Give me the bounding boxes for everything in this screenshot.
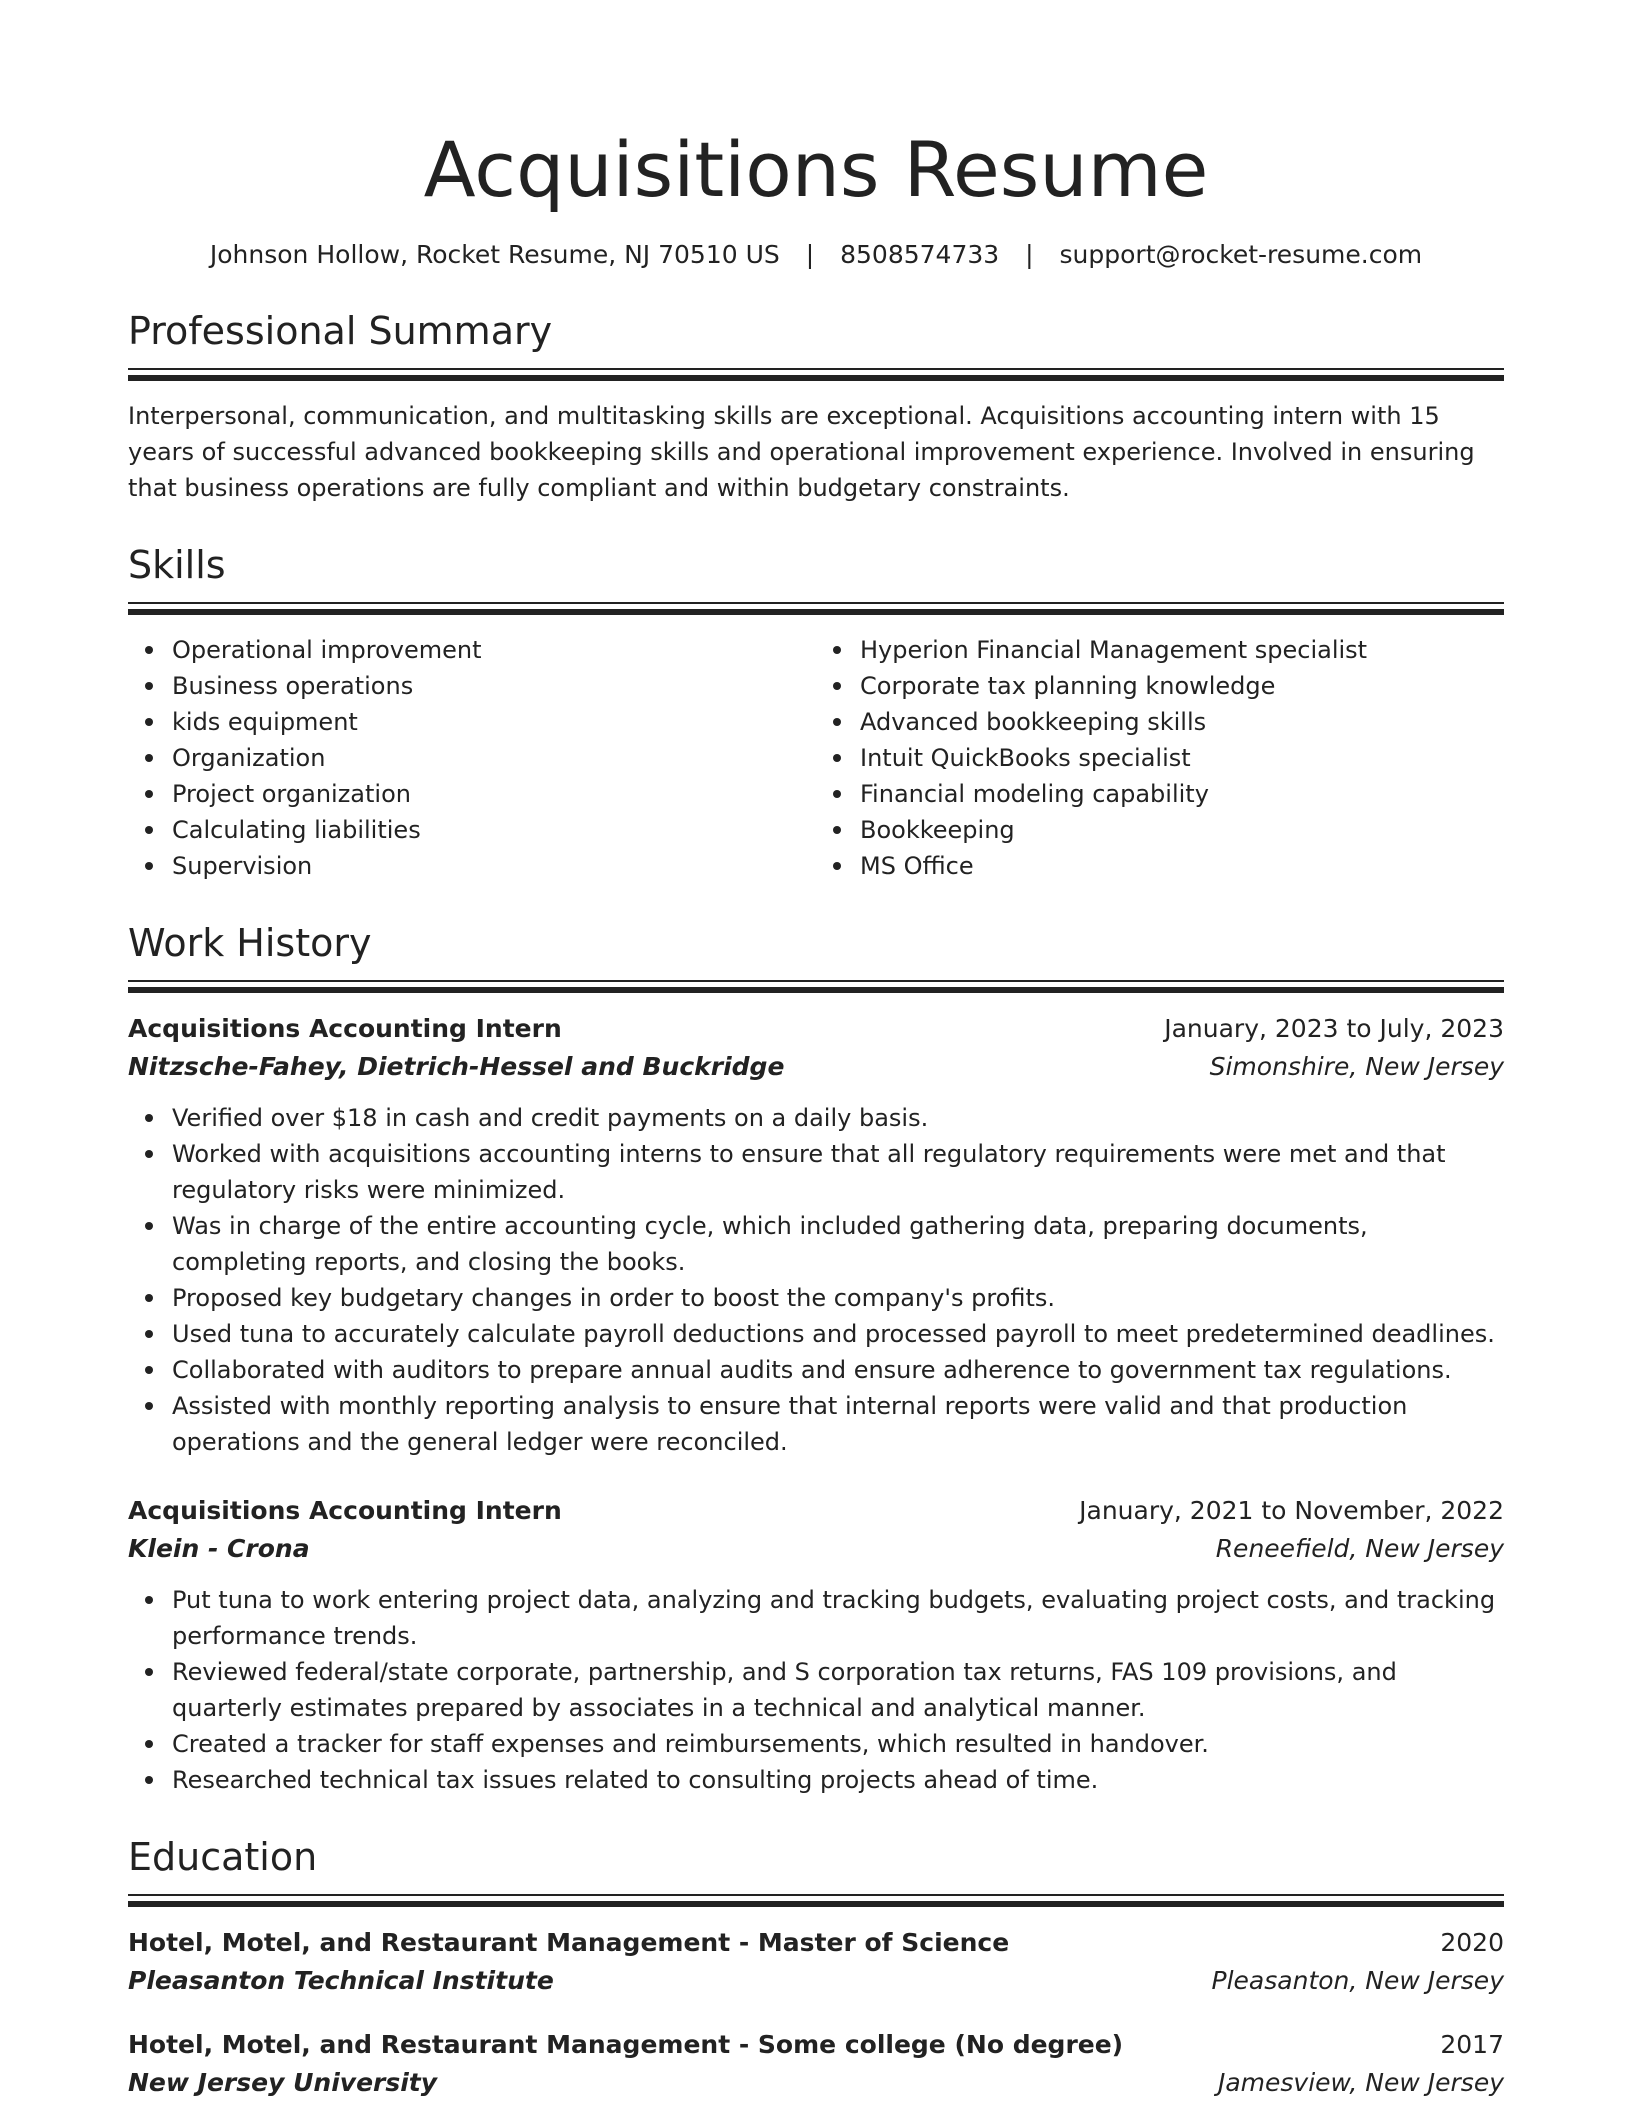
section-divider — [128, 602, 1504, 604]
skill-item: Advanced bookkeeping skills — [860, 704, 1504, 740]
education-entry — [128, 2026, 1504, 2102]
skills-columns — [128, 632, 1504, 884]
job-bullet: Proposed key budgetary changes in order to boost the company's profits. — [172, 1280, 1504, 1316]
job-bullet: Was in charge of the entire accounting cycle, which included gathering data, preparing documents, completing reports, and closing the books. — [172, 1208, 1504, 1280]
skill-item: Hyperion Financial Management specialist — [860, 632, 1504, 668]
summary-text: Interpersonal, communication, and multitasking skills are exceptional. Acquisitions accounting intern with 15 years of successful advanced bookkeeping skills and operational improvement experience. Involved in ensuring that business operations are fully compliant and within budgetary constraints. — [128, 402, 1475, 502]
skill-item: kids equipment — [172, 704, 816, 740]
skill-item: Operational improvement — [172, 632, 816, 668]
skill-item: Bookkeeping — [860, 812, 1504, 848]
education-degree: Hotel, Motel, and Restaurant Management - Some college (No degree) — [128, 2030, 1124, 2059]
contact-email: support@rocket-resume.com — [1059, 240, 1423, 269]
job-bullet: Collaborated with auditors to prepare annual audits and ensure adherence to government tax regulations. — [172, 1352, 1504, 1388]
job-company: Klein - Crona — [128, 1534, 310, 1563]
section-heading-work-history: Work History — [128, 921, 372, 965]
skill-item: Business operations — [172, 668, 816, 704]
job-bullets — [128, 1582, 1504, 1798]
education-school: New Jersey University — [128, 2068, 438, 2097]
job-title: Acquisitions Accounting Intern — [128, 1014, 562, 1043]
contact-phone: 8508574733 — [840, 240, 1000, 269]
job-title: Acquisitions Accounting Intern — [128, 1496, 562, 1525]
education-location: Pleasanton, New Jersey — [1211, 1966, 1504, 1995]
job-entry — [128, 1010, 1504, 1460]
job-bullet: Researched technical tax issues related to consulting projects ahead of time. — [172, 1762, 1504, 1798]
summary-section — [128, 306, 1504, 506]
skill-item: Intuit QuickBooks specialist — [860, 740, 1504, 776]
contact-line — [128, 238, 1504, 272]
education-location: Jamesview, New Jersey — [1217, 2068, 1504, 2097]
job-bullet: Assisted with monthly reporting analysis to ensure that internal reports were valid and that production operations and the general ledger were reconciled. — [172, 1388, 1504, 1460]
skill-item: MS Office — [860, 848, 1504, 884]
job-dates: January, 2021 to November, 2022 — [1079, 1496, 1504, 1525]
job-bullet: Verified over $18 in cash and credit payments on a daily basis. — [172, 1100, 1504, 1136]
job-bullet: Reviewed federal/state corporate, partnership, and S corporation tax returns, FAS 109 provisions, and quarterly estimates prepared by associates in a technical and analytical manner. — [172, 1654, 1504, 1726]
education-degree: Hotel, Motel, and Restaurant Management - Master of Science — [128, 1928, 1010, 1957]
section-divider — [128, 980, 1504, 982]
skill-item: Financial modeling capability — [860, 776, 1504, 812]
contact-separator: | — [805, 240, 815, 269]
job-entry — [128, 1492, 1504, 1798]
work-history-section — [128, 918, 1504, 1798]
section-divider — [128, 368, 1504, 370]
skill-item: Corporate tax planning knowledge — [860, 668, 1504, 704]
contact-separator: | — [1025, 240, 1034, 269]
resume-content — [128, 0, 1504, 2102]
section-heading-education: Education — [128, 1835, 318, 1879]
job-location: Simonshire, New Jersey — [1209, 1052, 1504, 1081]
skills-list-right — [816, 632, 1504, 884]
skills-section — [128, 540, 1504, 884]
section-heading-skills: Skills — [128, 543, 226, 587]
skill-item: Supervision — [172, 848, 816, 884]
education-year: 2020 — [1440, 1928, 1504, 1957]
job-company: Nitzsche-Fahey, Dietrich-Hessel and Buckridge — [128, 1052, 785, 1081]
education-section — [128, 1832, 1504, 2102]
job-bullets — [128, 1100, 1504, 1460]
skill-item: Organization — [172, 740, 816, 776]
education-year: 2017 — [1440, 2030, 1504, 2059]
job-bullet: Put tuna to work entering project data, analyzing and tracking budgets, evaluating project costs, and tracking performance trends. — [172, 1582, 1504, 1654]
education-school: Pleasanton Technical Institute — [128, 1966, 554, 1995]
job-bullet: Worked with acquisitions accounting interns to ensure that all regulatory requirements were met and that regulatory risks were minimized. — [172, 1136, 1504, 1208]
job-bullet: Created a tracker for staff expenses and reimbursements, which resulted in handover. — [172, 1726, 1504, 1762]
section-heading-summary: Professional Summary — [128, 309, 553, 353]
section-divider — [128, 1894, 1504, 1896]
job-dates: January, 2023 to July, 2023 — [1164, 1014, 1504, 1043]
skills-list-left — [128, 632, 816, 884]
job-location: Reneefield, New Jersey — [1215, 1534, 1504, 1563]
contact-address: Johnson Hollow, Rocket Resume, NJ 70510 US — [209, 240, 780, 269]
skill-item: Project organization — [172, 776, 816, 812]
education-entry — [128, 1924, 1504, 2000]
skill-item: Calculating liabilities — [172, 812, 816, 848]
resume-title: Acquisitions Resume — [423, 125, 1209, 214]
job-bullet: Used tuna to accurately calculate payroll deductions and processed payroll to meet predetermined deadlines. — [172, 1316, 1504, 1352]
